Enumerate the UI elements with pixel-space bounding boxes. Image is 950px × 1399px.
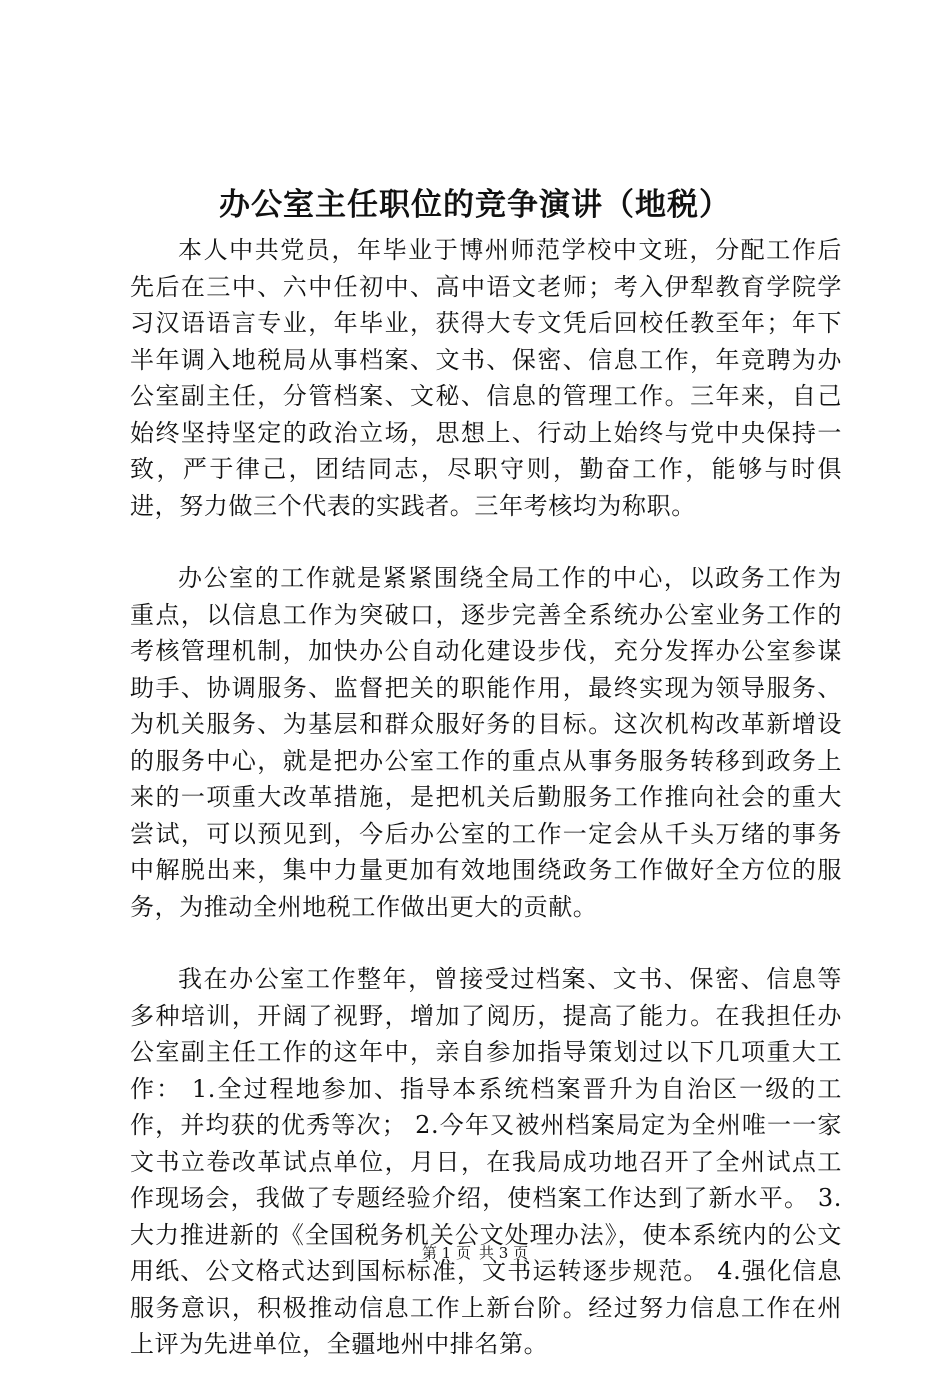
document-body <box>130 232 842 1399</box>
paragraph-2: 办公室的工作就是紧紧围绕全局工作的中心，以政务工作为重点，以信息工作为突破口，逐步完善全系统办公室业务工作的考核管理机制，加快办公自动化建设步伐，充分发挥办公室参谋助手、协调服务、监督把关的职能作用，最终实现为领导服务、为机关服务、为基层和群众服好务的目标。这次机构改革新增设的服务中心，就是把办公室工作的重点从事务服务转移到政务上来的一项重大改革措施，是把机关后勤服务工作推向社会的重大尝试，可以预见到，今后办公室的工作一定会从千头万绪的事务中解脱出来，集中力量更加有效地围绕政务工作做好全方位的服务，为推动全州地税工作做出更大的贡献。 <box>130 564 842 921</box>
document-title: 办公室主任职位的竞争演讲（地税） <box>219 187 731 223</box>
page-number: 第 1 页 <box>421 1244 471 1262</box>
paragraph-1: 本人中共党员，年毕业于博州师范学校中文班，分配工作后先后在三中、六中任初中、高中语文老师；考入伊犁教育学院学习汉语语言专业，年毕业，获得大专文凭后回校任教至年；年下半年调入地税局从事档案、文书、保密、信息工作，年竞聘为办公室副主任，分管档案、文秘、信息的管理工作。三年来，自己始终坚持坚定的政治立场，思想上、行动上始终与党中央保持一致，严于律己，团结同志，尽职守则，勤奋工作，能够与时俱进，努力做三个代表的实践者。三年考核均为称职。 <box>130 236 842 520</box>
page-footer <box>0 1243 950 1263</box>
paragraph-3: 我在办公室工作整年，曾接受过档案、文书、保密、信息等多种培训，开阔了视野，增加了阅历，提高了能力。在我担任办公室副主任工作的这年中，亲自参加指导策划过以下几项重大工作： 1.全过程地参加、指导本系统档案晋升为自治区一级的工作，并均获的优秀等次； 2.今年又被州档案局定为全州唯一一家文书立卷改革试点单位，月日，在我局成功地召开了全州试点工作现场会，我做了专题经验介绍，使档案工作达到了新水平。 3.大力推进新的《全国税务机关公文处理办法》，使本系统内的公文用纸、公文格式达到国标标准，文书运转逐步规范。 4.强化信息服务意识，积极推动信息工作上新台阶。经过努力信息工作在州上评为先进单位，全疆地州中排名第。 <box>130 965 842 1358</box>
page-total: 共 3 页 <box>479 1244 529 1262</box>
